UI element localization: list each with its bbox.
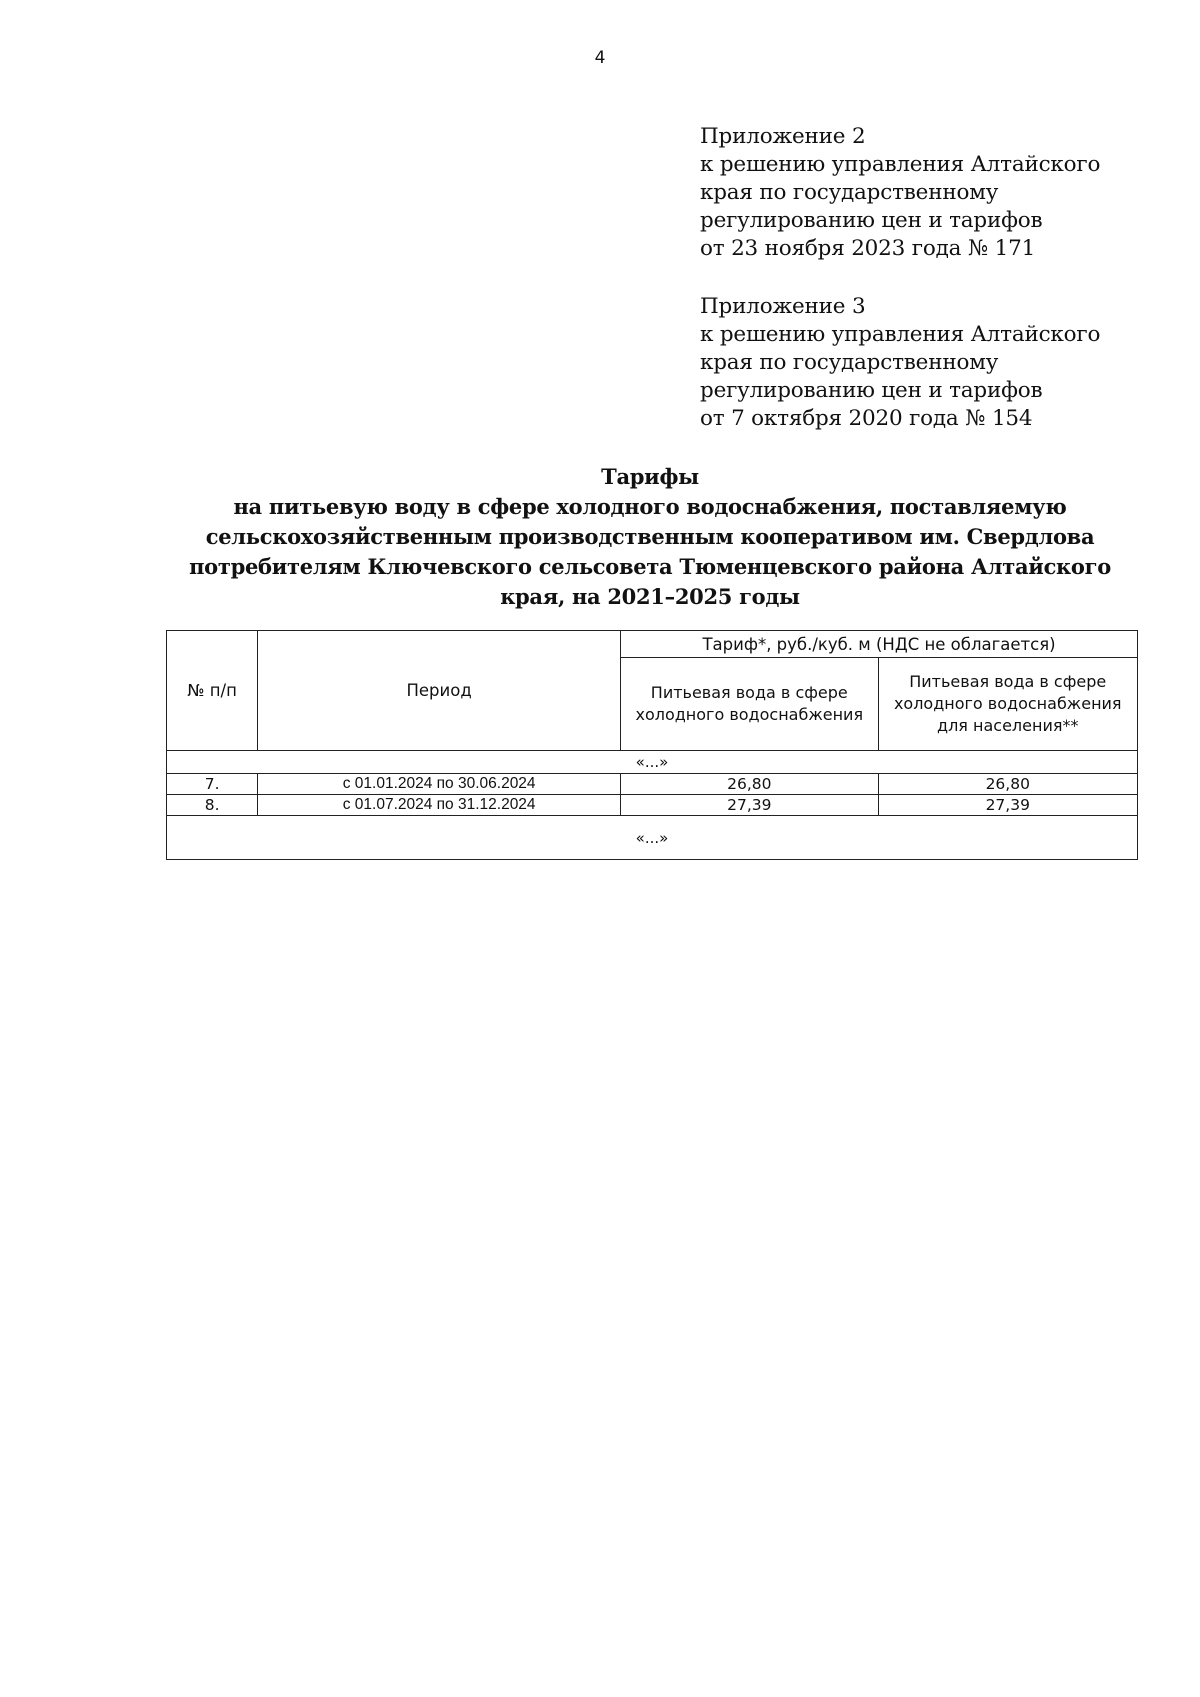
table-row-ellipsis [167, 751, 1138, 774]
appendix-3-line: края по государственному [700, 350, 999, 375]
title-line: края, на 2021–2025 годы [500, 584, 800, 609]
title-line: на питьевую воду в сфере холодного водоснабжения, поставляемую [233, 494, 1067, 519]
appendix-3-line: к решению управления Алтайского [700, 322, 1101, 347]
row-num: 7. [167, 774, 258, 795]
appendix-2-line: от 23 ноября 2023 года № 171 [700, 236, 1036, 261]
title-line: потребителям Ключевского сельсовета Тюменцевского района Алтайского [189, 554, 1111, 579]
header-period: Период [258, 631, 621, 751]
row-period: с 01.01.2024 по 30.06.2024 [258, 774, 621, 795]
table-row-ellipsis [167, 816, 1138, 860]
row-tariff-cold-water: 26,80 [621, 774, 878, 795]
row-tariff-cold-water: 27,39 [621, 795, 878, 816]
appendix-3-line: регулированию цен и тарифов [700, 378, 1043, 403]
document-title [180, 462, 1120, 612]
appendix-2-line: регулированию цен и тарифов [700, 208, 1043, 233]
table-row [167, 774, 1138, 795]
tariffs-table [166, 630, 1138, 860]
ellipsis-bottom: «...» [167, 816, 1138, 860]
appendix-2-block [700, 123, 1160, 263]
appendix-3-block [700, 293, 1160, 433]
header-num: № п/п [167, 631, 258, 751]
header-tariff-group: Тариф*, руб./куб. м (НДС не облагается) [621, 631, 1138, 658]
row-tariff-population: 26,80 [878, 774, 1138, 795]
row-num: 8. [167, 795, 258, 816]
appendix-3-line: от 7 октября 2020 года № 154 [700, 406, 1033, 431]
appendix-3-line: Приложение 3 [700, 294, 866, 319]
page-number: 4 [594, 48, 606, 68]
appendix-2-line: края по государственному [700, 180, 999, 205]
title-line: сельскохозяйственным производственным кооперативом им. Свердлова [205, 524, 1095, 549]
table-header-row [167, 631, 1138, 658]
appendix-2-line: к решению управления Алтайского [700, 152, 1101, 177]
header-tariff-population: Питьевая вода в сфере холодного водоснабжения для населения** [878, 658, 1138, 751]
row-tariff-population: 27,39 [878, 795, 1138, 816]
row-period: с 01.07.2024 по 31.12.2024 [258, 795, 621, 816]
title-line: Тарифы [601, 464, 699, 489]
ellipsis-top: «...» [167, 751, 1138, 774]
appendix-2-line: Приложение 2 [700, 124, 866, 149]
table-row [167, 795, 1138, 816]
header-tariff-cold-water: Питьевая вода в сфере холодного водоснабжения [621, 658, 878, 751]
